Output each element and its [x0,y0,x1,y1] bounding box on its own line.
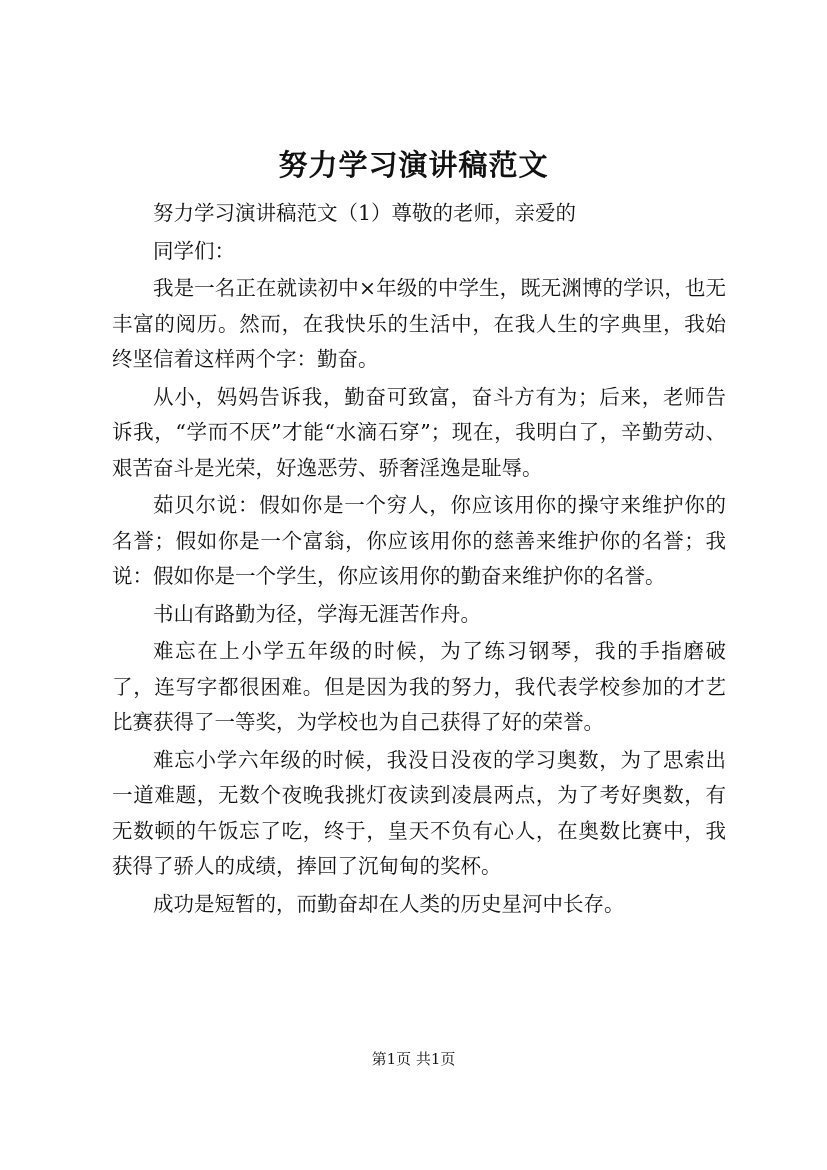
paragraph-6: 书山有路勤为径，学海无涯苦作舟。 [153,601,481,626]
page-number-footer: 第1页 共1页 [371,1050,456,1068]
document-body [112,196,726,924]
paragraph-5: 茹贝尔说：假如你是一个穷人，你应该用你的操守来维护你的名誉；假如你是一个富翁，你应该用你的慈善来维护你的名誉；我说：假如你是一个学生，你应该用你的勤奋来维护你的名誉。 [112,493,726,588]
paragraph-8: 难忘小学六年级的时候，我没日没夜的学习奥数，为了思索出一道难题，无数个夜晚我挑灯夜读到凌晨两点，为了考好奥数，有无数顿的午饭忘了吃，终于，皇天不负有心人，在奥数比赛中，我获得了骄人的成绩，捧回了沉甸甸的奖杯。 [112,747,726,878]
paragraph-1: 努力学习演讲稿范文（1）尊敬的老师，亲爱的 [153,201,577,225]
paragraph-7: 难忘在上小学五年级的时候，为了练习钢琴，我的手指磨破了，连写字都很困难。但是因为我的努力，我代表学校参加的才艺比赛获得了一等奖，为学校也为自己获得了好的荣誉。 [112,639,726,734]
paragraph-3: 我是一名正在就读初中×年级的中学生，既无渊博的学识，也无丰富的阅历。然而，在我快乐的生活中，在我人生的字典里，我始终坚信着这样两个字：勤奋。 [112,276,726,371]
document-title: 努力学习演讲稿范文 [278,148,549,182]
paragraph-2: 同学们： [153,238,235,263]
paragraph-9: 成功是短暂的，而勤奋却在人类的历史星河中长存。 [153,891,625,916]
paragraph-4: 从小，妈妈告诉我，勤奋可致富，奋斗方有为；后来，老师告诉我，“学而不厌”才能“水滴石穿”；现在，我明白了，辛勤劳动、艰苦奋斗是光荣，好逸恶劳、骄奢淫逸是耻辱。 [112,384,726,480]
